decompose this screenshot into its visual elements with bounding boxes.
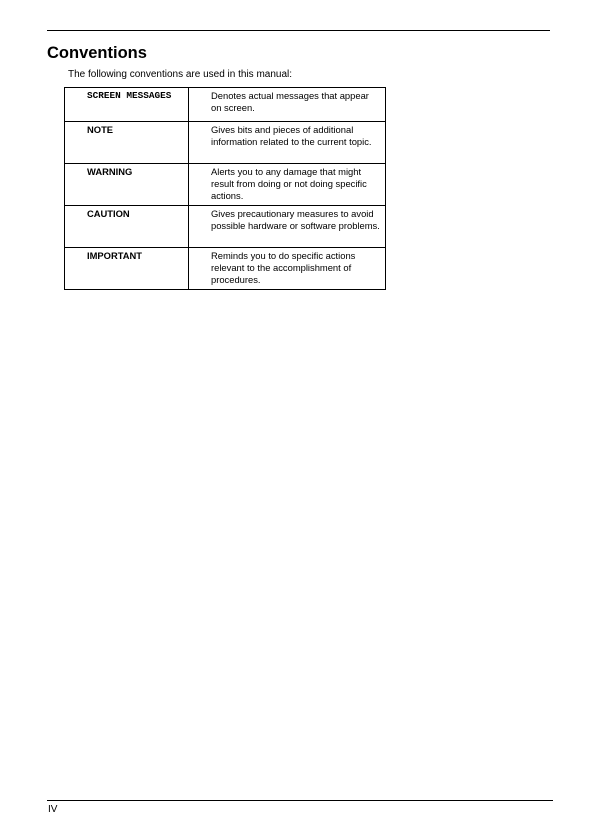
page-title: Conventions (47, 44, 147, 62)
table-row (65, 206, 386, 248)
convention-description: Alerts you to any damage that might result from doing or not doing specific actions. (189, 164, 386, 206)
convention-term: CAUTION (65, 206, 189, 248)
footer-rule (47, 800, 553, 801)
convention-description: Reminds you to do specific actions relevant to the accomplishment of procedures. (189, 248, 386, 290)
convention-description: Gives precautionary measures to avoid possible hardware or software problems. (189, 206, 386, 248)
table-row (65, 122, 386, 164)
conventions-table (64, 87, 386, 290)
table-row (65, 88, 386, 122)
convention-description: Denotes actual messages that appear on screen. (189, 88, 386, 122)
table-row (65, 164, 386, 206)
convention-term: SCREEN MESSAGES (65, 88, 189, 122)
page-number: IV (48, 804, 58, 815)
convention-term: IMPORTANT (65, 248, 189, 290)
convention-term: NOTE (65, 122, 189, 164)
header-rule (47, 30, 550, 31)
intro-paragraph: The following conventions are used in this manual: (68, 69, 293, 80)
convention-term: WARNING (65, 164, 189, 206)
convention-description: Gives bits and pieces of additional information related to the current topic. (189, 122, 386, 164)
table-row (65, 248, 386, 290)
